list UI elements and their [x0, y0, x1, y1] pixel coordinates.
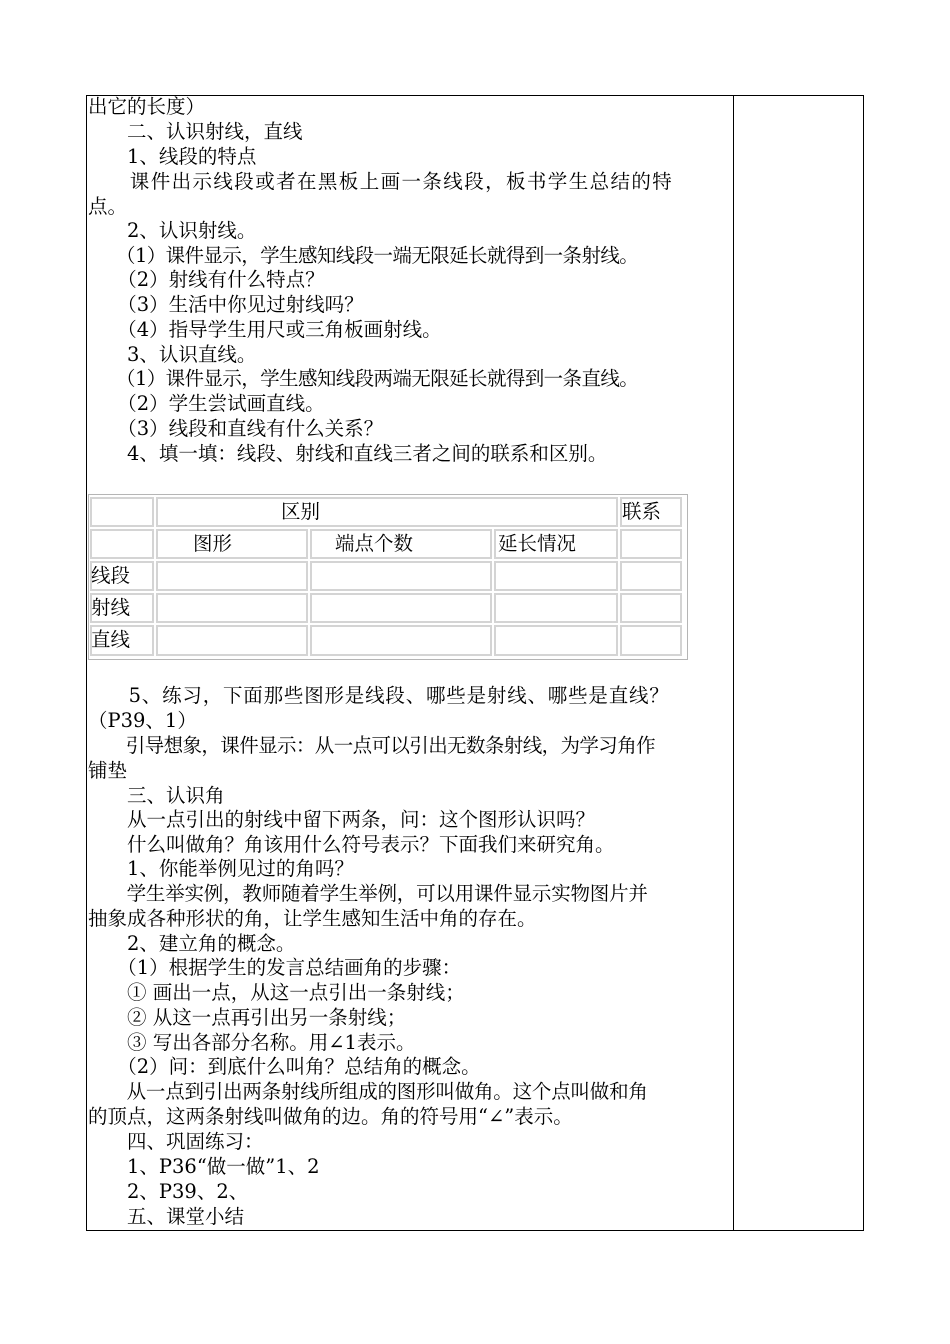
text-line: 3、认识直线。	[88, 343, 257, 366]
text-line: 4、填一填：线段、射线和直线三者之间的联系和区别。	[88, 442, 608, 465]
table-cell	[494, 561, 618, 591]
table-cell	[310, 561, 492, 591]
section-heading: 四、巩固练习：	[88, 1130, 264, 1153]
table-cell	[90, 497, 154, 527]
section-heading: 二、认识射线，直线	[88, 120, 303, 143]
table-cell	[620, 561, 682, 591]
text-line: 学生举实例，教师随着学生举例，可以用课件显示实物图片并	[88, 882, 648, 905]
column-header-endpoints: 端点个数	[335, 532, 414, 555]
table-cell	[156, 625, 308, 656]
text-line: ② 从这一点再引出另一条射线；	[88, 1006, 407, 1029]
text-line: （2）学生尝试画直线。	[88, 392, 325, 415]
table-cell	[620, 529, 682, 559]
text-line: 抽象成各种形状的角，让学生感知生活中角的存在。	[88, 907, 537, 930]
section-heading: 三、认识角	[88, 784, 225, 807]
text-line: 点。	[88, 195, 128, 218]
text-line: 1、P36“做一做”1、2	[88, 1155, 320, 1178]
text-line: 从一点到引出两条射线所组成的图形叫做角。这个点叫做和角	[88, 1080, 648, 1103]
text-line: （P39、1）	[88, 709, 197, 732]
text-line: （1）课件显示，学生感知线段两端无限延长就得到一条直线。	[88, 367, 639, 390]
header-difference: 区别	[281, 500, 321, 523]
text-line: （3）生活中你见过射线吗？	[88, 293, 364, 316]
text-line: 5、练习，下面那些图形是线段、哪些是射线、哪些是直线？	[88, 684, 670, 707]
table-cell	[494, 593, 618, 623]
text-line: 引导想象，课件显示：从一点可以引出无数条射线，为学习角作	[88, 734, 656, 757]
text-line: 从一点引出的射线中留下两条，问：这个图形认识吗？	[88, 808, 596, 831]
table-cell	[156, 561, 308, 591]
text-line: 课件出示线段或者在黑板上画一条线段，板书学生总结的特	[88, 170, 674, 193]
row-label-segment: 线段	[91, 564, 131, 587]
table-cell	[156, 497, 618, 527]
table-cell	[620, 593, 682, 623]
header-relation: 联系	[622, 500, 662, 523]
text-line: 的顶点，这两条射线叫做角的边。角的符号用“∠”表示。	[88, 1105, 573, 1128]
text-line: （4）指导学生用尺或三角板画射线。	[88, 318, 442, 341]
table-cell	[90, 529, 154, 559]
text-line: （2）问：到底什么叫角？总结角的概念。	[88, 1055, 481, 1078]
text-line: 2、建立角的概念。	[88, 932, 296, 955]
text-line: ③ 写出各部分名称。用∠1表示。	[88, 1031, 416, 1054]
column-header-shape: 图形	[193, 532, 233, 555]
text-line: 2、P39、2、	[88, 1180, 249, 1203]
text-line: 什么叫做角？角该用什么符号表示？下面我们来研究角。	[88, 833, 615, 856]
column-divider	[733, 95, 734, 1231]
text-line: （1）根据学生的发言总结画角的步骤：	[88, 956, 462, 979]
text-line: ① 画出一点，从这一点引出一条射线；	[88, 981, 465, 1004]
text-line: （2）射线有什么特点？	[88, 268, 325, 291]
table-cell	[494, 625, 618, 656]
table-cell	[620, 625, 682, 656]
table-cell	[156, 593, 308, 623]
row-label-ray: 射线	[91, 596, 131, 619]
table-cell	[310, 625, 492, 656]
text-line: 2、认识射线。	[88, 219, 257, 242]
section-heading: 五、课堂小结	[88, 1205, 245, 1228]
column-header-extension: 延长情况	[498, 532, 577, 555]
text-line: 出它的长度）	[88, 95, 206, 118]
text-line: 铺垫	[88, 759, 128, 782]
text-line: （1）课件显示，学生感知线段一端无限延长就得到一条射线。	[88, 244, 639, 267]
text-line: （3）线段和直线有什么关系？	[88, 417, 384, 440]
text-line: 1、你能举例见过的角吗？	[88, 857, 354, 880]
table-cell	[310, 593, 492, 623]
text-line: 1、线段的特点	[88, 145, 257, 168]
row-label-line: 直线	[91, 628, 131, 651]
